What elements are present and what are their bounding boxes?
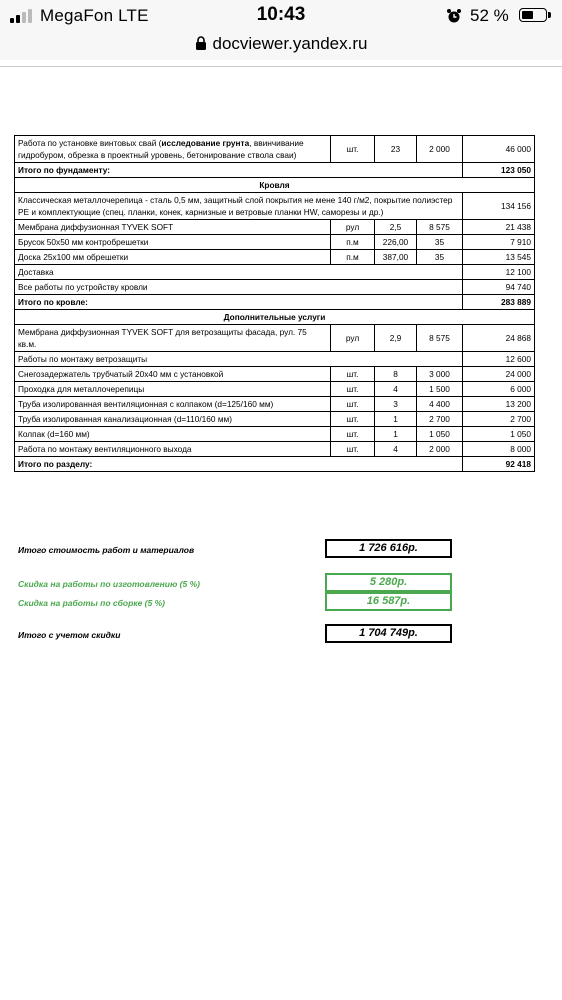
item-price: 8 575 [417,325,463,352]
final-total-box: 1 704 749р. [325,624,452,643]
item-name: Труба изолированная вентиляционная с колпаком (d=125/160 мм) [15,397,331,412]
item-unit: п.м [331,250,375,265]
subtotal-row [15,163,535,178]
item-total: 12 600 [463,352,535,367]
discount-assembly-box: 16 587р. [325,592,452,611]
table-row [15,325,535,352]
subtotal-label: Итого по кровле: [15,295,463,310]
table-row [15,442,535,457]
item-name: Классическая металлочерепица - сталь 0,5 мм, защитный слой покрытия не мене 140 г/м2, покрытие полиэстер PE и комплектующие (спец. планки, конек, карнизные и ветровые планки HW, саморезы и др.) [15,193,463,220]
item-price: 1 050 [417,427,463,442]
item-name-end: , ввинчивание гидробуром, обрезка в проектный уровень, бетонирование ствола сваи) [18,138,304,160]
item-price: 35 [417,235,463,250]
item-qty: 4 [375,442,417,457]
table-row [15,280,535,295]
item-price: 3 000 [417,367,463,382]
item-total: 13 200 [463,397,535,412]
item-qty: 8 [375,367,417,382]
total-label: Итого стоимость работ и материалов [18,545,195,555]
item-qty: 4 [375,382,417,397]
subtotal-value: 123 050 [463,163,535,178]
item-total: 21 438 [463,220,535,235]
battery-percent: 52 % [470,6,509,25]
item-name: Все работы по устройству кровли [15,280,463,295]
url-display[interactable] [0,34,562,54]
table-row [15,235,535,250]
item-name: Колпак (d=160 мм) [15,427,331,442]
section-header-row [15,310,535,325]
discount-assembly-label: Скидка на работы по сборке (5 %) [18,598,165,608]
item-unit: шт. [331,382,375,397]
table-row [15,367,535,382]
subtotal-value: 283 889 [463,295,535,310]
item-name: Труба изолированная канализационная (d=110/160 мм) [15,412,331,427]
item-price: 1 500 [417,382,463,397]
item-total: 24 000 [463,367,535,382]
item-total: 134 156 [463,193,535,220]
address-bar[interactable] [0,34,562,60]
subtotal-row [15,295,535,310]
item-total: 13 545 [463,250,535,265]
table-row [15,397,535,412]
item-price: 4 400 [417,397,463,412]
item-price: 2 000 [417,442,463,457]
section-header-row [15,178,535,193]
table-row [15,250,535,265]
item-name: Мембрана диффузионная TYVEK SOFT [15,220,331,235]
item-name: Мембрана диффузионная TYVEK SOFT для ветрозащиты фасада, рул. 75 кв.м. [15,325,331,352]
table-row [15,136,535,163]
item-qty: 1 [375,412,417,427]
discount-production-box: 5 280р. [325,573,452,592]
item-unit: п.м [331,235,375,250]
item-name: Брусок 50х50 мм контробрешетки [15,235,331,250]
item-total: 2 700 [463,412,535,427]
discount-production-label: Скидка на работы по изготовлению (5 %) [18,579,200,589]
total-value-box: 1 726 616р. [325,539,452,558]
item-total: 6 000 [463,382,535,397]
item-price: 2 000 [417,136,463,163]
item-name: Снегозадержатель трубчатый 20х40 мм с установкой [15,367,331,382]
item-name [15,136,331,163]
item-qty: 23 [375,136,417,163]
battery-icon [519,8,547,22]
carrier-label: MegaFon LTE [40,6,149,25]
subtotal-label: Итого по фундаменту: [15,163,463,178]
section-title: Кровля [15,178,535,193]
subtotal-label: Итого по разделу: [15,457,463,472]
item-total: 1 050 [463,427,535,442]
item-qty: 1 [375,427,417,442]
item-unit: шт. [331,427,375,442]
table-row [15,265,535,280]
signal-icon [10,9,34,23]
item-name-start: Работа по установке винтовых свай ( [18,138,162,148]
subtotal-row [15,457,535,472]
item-qty: 387,00 [375,250,417,265]
item-qty: 226,00 [375,235,417,250]
item-total: 8 000 [463,442,535,457]
item-name: Доска 25х100 мм обрешетки [15,250,331,265]
item-qty: 2,5 [375,220,417,235]
url-text: docviewer.yandex.ru [212,34,368,53]
table-row [15,382,535,397]
item-name: Работа по монтажу вентиляционного выхода [15,442,331,457]
item-total: 24 868 [463,325,535,352]
final-total-label: Итого с учетом скидки [18,630,121,640]
item-name: Проходка для металлочерепицы [15,382,331,397]
table-row [15,427,535,442]
item-unit: шт. [331,367,375,382]
table-row [15,220,535,235]
item-price: 35 [417,250,463,265]
clock: 10:43 [256,4,306,25]
divider [0,66,562,67]
table-row [15,412,535,427]
lock-icon [195,36,207,50]
item-qty: 3 [375,397,417,412]
item-unit: рул [331,220,375,235]
item-unit: шт. [331,397,375,412]
alarm-icon [446,8,462,24]
item-price: 8 575 [417,220,463,235]
item-total: 46 000 [463,136,535,163]
item-unit: шт. [331,442,375,457]
item-unit: шт. [331,136,375,163]
item-unit: рул [331,325,375,352]
table-row [15,193,535,220]
table-row [15,352,535,367]
item-name: Работы по монтажу ветрозащиты [15,352,463,367]
item-name-bold: исследование грунта [161,138,250,148]
estimate-table [14,135,535,472]
item-name: Доставка [15,265,463,280]
section-title: Дополнительные услуги [15,310,535,325]
item-qty: 2,9 [375,325,417,352]
subtotal-value: 92 418 [463,457,535,472]
item-price: 2 700 [417,412,463,427]
item-total: 7 910 [463,235,535,250]
item-total: 94 740 [463,280,535,295]
item-unit: шт. [331,412,375,427]
status-bar [0,0,562,34]
item-total: 12 100 [463,265,535,280]
